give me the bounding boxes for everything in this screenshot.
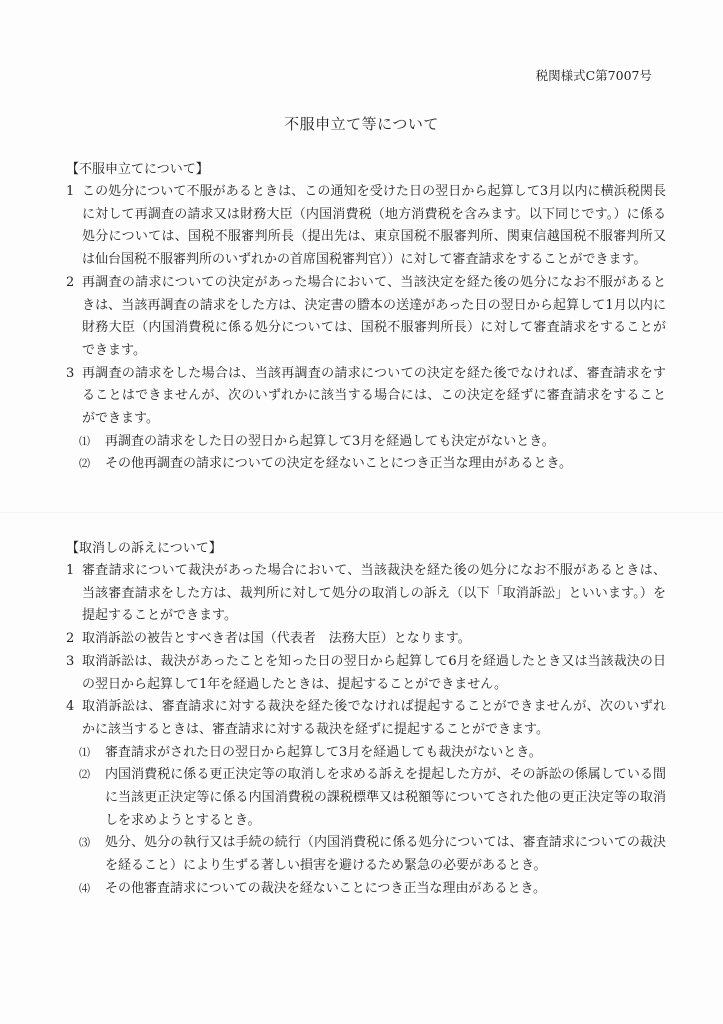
sub-item-number: ⑴ (79, 745, 90, 759)
item-text: この処分について不服があるときは、この通知を受けた日の翌日から起算して3月以内に横浜税関長に対して再調査の請求又は財務大臣（内国消費税（地方消費税を含みます。以下同じです。）に係る処分については、国税不服審判所長（提出先は、東京国税不服審判所、関東信越国税不服審判所又は仙台国税不服審判所のいずれかの首席国税審判官））に対して審査請求をすることができます。 (82, 184, 666, 268)
sub-item-number: ⑵ (79, 768, 90, 782)
sub-item (66, 453, 666, 476)
sub-item-number: ⑶ (79, 836, 90, 850)
sub-item-number: ⑷ (79, 881, 90, 895)
list-item (66, 363, 666, 431)
section-revocation-suit (66, 538, 666, 901)
item-number: 3 (66, 365, 75, 381)
section-heading: 【取消しの訴えについて】 (66, 541, 222, 556)
list-item (66, 651, 666, 696)
sub-item-text: 処分、処分の執行又は手続の続行（内国消費税に係る処分については、審査請求についての裁決を経ること）により生ずる著しい損害を避けるため緊急の必要があるとき。 (105, 835, 666, 874)
item-text: 取消訴訟は、裁決があったことを知った日の翌日から起算して6月を経過したとき又は当該裁決の日の翌日から起算して1年を経過したときは、提起することができません。 (82, 653, 666, 692)
list-item (66, 628, 666, 651)
item-number: 3 (66, 653, 75, 669)
item-text: 再調査の請求をした場合は、当該再調査の請求についての決定を経た後でなければ、審査請求をすることはできませんが、次のいずれかに該当する場合には、この決定を経ずに審査請求をすることができます。 (82, 365, 666, 427)
list-item (66, 560, 666, 628)
item-text: 再調査の請求についての決定があった場合において、当該決定を経た後の処分になお不服があるときは、当該再調査の請求をした方は、決定書の謄本の送達があった日の翌日から起算して1月以内に財務大臣（内国消費税に係る処分については、国税不服審判所長）に対して審査請求をすることができます。 (82, 274, 666, 358)
sub-item-text: 再調査の請求をした日の翌日から起算して3月を経過しても決定がないとき。 (105, 433, 555, 449)
sub-item-text: 審査請求がされた日の翌日から起算して3月を経過しても裁決がないとき。 (105, 744, 542, 760)
sub-item-text: その他審査請求についての裁決を経ないことにつき正当な理由があるとき。 (105, 880, 546, 896)
list-item (66, 272, 666, 363)
list-item (66, 696, 666, 741)
sub-item (66, 878, 666, 901)
sub-item-text: 内国消費税に係る更正決定等の取消しを求める訴えを提起した方が、その訴訟の係属している間に当該更正決定等に係る内国消費税の課税標準又は税額等についてされた他の更正決定等の取消しを求めようとするとき。 (105, 767, 666, 828)
document-title: 不服申立て等について (284, 115, 439, 133)
sub-item-number: ⑵ (79, 457, 90, 471)
section-objection (66, 159, 666, 476)
sub-item (66, 431, 666, 454)
item-number: 4 (66, 699, 75, 715)
sub-item (66, 832, 666, 877)
form-number: 税関様式C第7007号 (535, 68, 652, 83)
sub-item (66, 764, 666, 832)
item-text: 審査請求について裁決があった場合において、当該裁決を経た後の処分になお不服があるときは、当該審査請求をした方は、裁判所に対して処分の取消しの訴え（以下「取消訴訟」といいます。）を提起することができます。 (82, 563, 666, 624)
sub-item (66, 742, 666, 765)
item-text: 取消訴訟の被告とすべき者は国（代表者 法務大臣）となります。 (82, 631, 471, 647)
item-number: 1 (66, 184, 75, 199)
sub-item-number: ⑴ (79, 434, 90, 448)
item-number: 2 (66, 274, 75, 290)
section-heading: 【不服申立てについて】 (66, 162, 209, 177)
sub-item-text: その他再調査の請求についての決定を経ないことにつき正当な理由があるとき。 (105, 456, 572, 472)
item-number: 1 (66, 563, 75, 578)
item-number: 2 (66, 631, 75, 647)
item-text: 取消訴訟は、審査請求に対する裁決を経た後でなければ提起することができませんが、次のいずれかに該当するときは、審査請求に対する裁決を経ずに提起することができます。 (82, 699, 666, 737)
list-item (66, 181, 666, 272)
paper-fold-line (0, 512, 723, 513)
